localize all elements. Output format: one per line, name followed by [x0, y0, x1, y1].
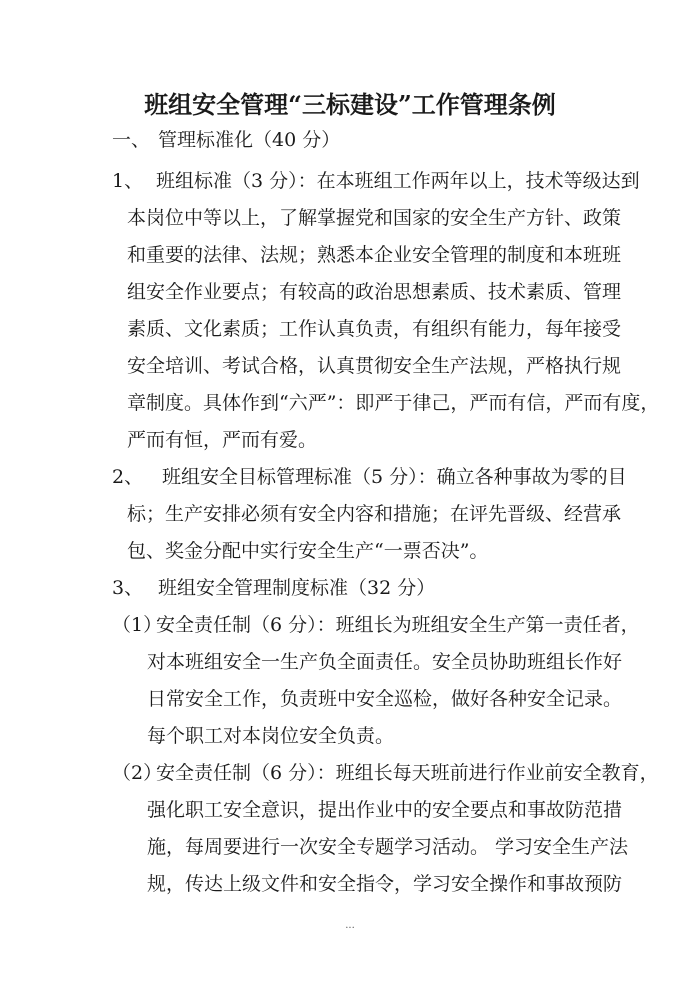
paragraph-line: 对本班组安全一生产负全面责任。安全员协助班组长作好	[147, 651, 623, 673]
item-marker: 3、	[112, 577, 144, 599]
paragraph-line: 素质、文化素质；工作认真负责，有组织有能力，每年接受	[127, 318, 622, 340]
item-marker: 2、	[112, 466, 144, 488]
paragraph-line: 安全责任制（6 分）：班组长每天班前进行作业前安全教育，	[156, 762, 659, 784]
paragraph-line: 日常安全工作，负责班中安全巡检，做好各种安全记录。	[147, 688, 623, 710]
sub-item-marker: （2）	[112, 762, 163, 784]
paragraph-line: 班组标准（3 分）：在本班组工作两年以上，技术等级达到	[156, 170, 640, 192]
paragraph-line: 组安全作业要点；有较高的政治思想素质、技术素质、管理	[127, 281, 622, 303]
paragraph-line: 规，传达上级文件和安全指令，学习安全操作和事故预防	[147, 873, 623, 895]
paragraph-line: 包、奖金分配中实行安全生产“一票否决”。	[127, 540, 489, 562]
paragraph-line: 每个职工对本岗位安全负责。	[147, 725, 395, 747]
paragraph-line: 施，每周要进行一次安全专题学习活动。 学习安全生产法	[147, 836, 629, 858]
paragraph-line: 章制度。具体作到“六严”：即严于律己，严而有信，严而有度，	[127, 392, 660, 414]
paragraph-line: 严而有恒，严而有爱。	[127, 429, 318, 451]
section-title: 管理标准化（40 分）	[158, 129, 341, 151]
item-heading: 班组安全管理制度标准（32 分）	[158, 577, 436, 599]
paragraph-line: 班组安全目标管理标准（5 分）：确立各种事故为零的目	[162, 466, 627, 488]
section-marker: 一、	[112, 129, 151, 151]
document-title: 班组安全管理“三标建设”工作管理条例	[144, 90, 556, 119]
page-footer-mark: ...	[345, 920, 355, 931]
paragraph-line: 和重要的法律、法规；熟悉本企业安全管理的制度和本班班	[127, 244, 622, 266]
item-marker: 1、	[112, 170, 144, 192]
paragraph-line: 本岗位中等以上，了解掌握党和国家的安全生产方针、政策	[127, 207, 622, 229]
paragraph-line: 安全责任制（6 分）：班组长为班组安全生产第一责任者，	[156, 614, 640, 636]
section-heading	[112, 126, 340, 154]
paragraph-line: 标；生产安排必须有安全内容和措施；在评先晋级、经营承	[127, 503, 622, 525]
paragraph-line: 安全培训、考试合格，认真贯彻安全生产法规，严格执行规	[127, 355, 622, 377]
paragraph-line: 强化职工安全意识，提出作业中的安全要点和事故防范措	[147, 799, 623, 821]
sub-item-marker: （1）	[112, 614, 163, 636]
